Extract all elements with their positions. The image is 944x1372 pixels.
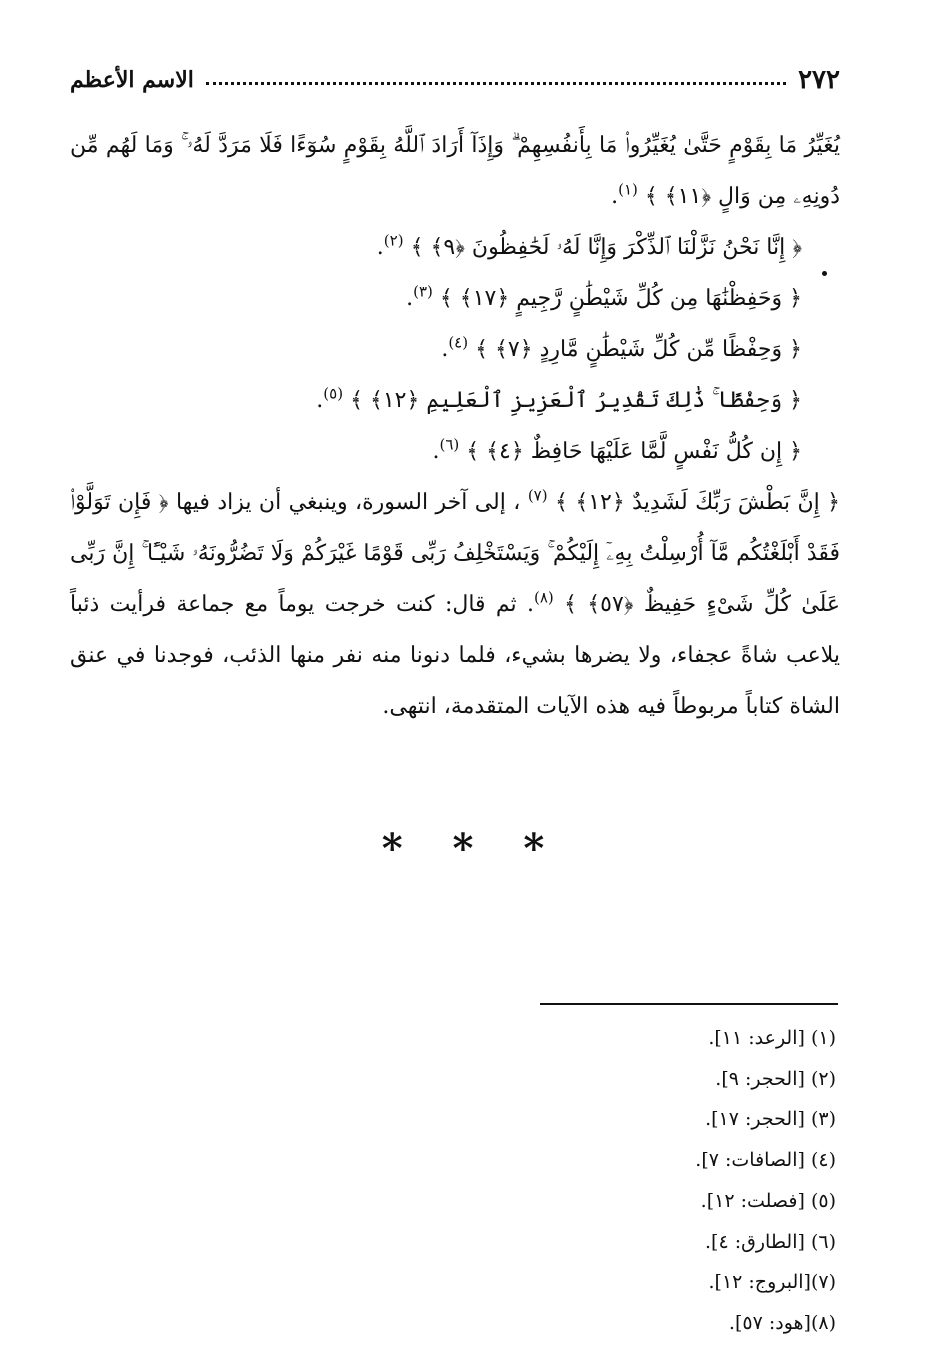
page-header [70, 60, 840, 100]
footnote-ref-5: (٥) [323, 384, 344, 403]
verse-text: ﴿ إِنَّا نَحْنُ نَزَّلْنَا ٱلذِّكْرَ وَإِنَّا لَهُۥ لَحَٰفِظُونَ ﴿٩﴾ ﴾ [410, 235, 802, 260]
quran-quote: يُغَيِّرُ مَا بِقَوْمٍ حَتَّىٰ يُغَيِّرُوا۟ مَا بِأَنفُسِهِمْ ۗ وَإِذَآ أَرَادَ ٱللَّهُ بِقَوْمٍ سُوٓءًا فَلَا مَرَدَّ لَهُۥ ۚ وَمَا لَهُم مِّن دُونِهِۦ مِن وَالٍ ﴿١١﴾ ﴾ [70, 133, 840, 209]
footnote-ref-3: (٣) [413, 282, 433, 301]
header-leader-dots [206, 82, 786, 85]
verse-text: ﴿ إِن كُلُّ نَفْسٍ لَّمَّا عَلَيْهَا حَافِظٌ ﴿٤﴾ ﴾ [466, 439, 802, 464]
margin-mark [822, 271, 827, 276]
verse-line-4: ﴿ وَحِفْظًا ۚ ذَٰلِكَ تَقْدِيرُ ٱلْعَزِيزِ ٱلْعَلِيمِ ﴿١٢﴾ ﴾ $^{(٥)}$. [316, 384, 802, 413]
paragraph-2 [70, 477, 840, 732]
running-title: الاسم الأعظم [70, 67, 194, 93]
footnote-ref-1: (١) [618, 180, 638, 199]
footnote-8: (٨)[هود: ٥٧]. [728, 1311, 836, 1334]
page-body [70, 120, 840, 732]
verse-text: ﴿ وَحَفِظْنَٰهَا مِن كُلِّ شَيْطَٰنٍ رَّجِيمٍ ﴿١٧﴾ ﴾ [439, 286, 802, 311]
verse-line-3: ﴿ وَحِفْظًا مِّن كُلِّ شَيْطَٰنٍ مَّارِدٍ ﴿٧﴾ ﴾ $^{(٤)}$. [441, 333, 802, 362]
footnote-ref-2: (٢) [383, 231, 404, 250]
quran-quote-b: ، إلى آخر السورة، وينبغي أن يزاد فيها ﴿ فَإِن تَوَلَّوْا۟ فَقَدْ أَبْلَغْتُكُم مَّآ أُرْسِلْتُ بِهِۦٓ إِلَيْكُمْ ۚ وَيَسْتَخْلِفُ رَبِّى قَوْمًا غَيْرَكُمْ وَلَا تَضُرُّونَهُۥ شَيْـًٔا ۚ إِنَّ رَبِّى عَلَىٰ كُلِّ شَىْءٍ حَفِيظٌ ﴿٥٧﴾ ﴾ [70, 490, 840, 617]
verse-line-2: ﴿ وَحَفِظْنَٰهَا مِن كُلِّ شَيْطَٰنٍ رَّجِيمٍ ﴿١٧﴾ ﴾ $^{(٣)}$. [406, 282, 802, 311]
page-number: ٢٧٢ [798, 65, 840, 95]
quran-quote-a: ﴿ إِنَّ بَطْشَ رَبِّكَ لَشَدِيدٌ ﴿١٢﴾ ﴾ [555, 490, 841, 515]
verse-text: ﴿ وَحِفْظًا مِّن كُلِّ شَيْطَٰنٍ مَّارِدٍ ﴿٧﴾ ﴾ [475, 337, 802, 362]
narrative-text: . ثم قال: كنت خرجت يوماً مع جماعة فرأيت ذئباً يلاعب شاةً عجفاء، ولا يضرها بشيء، فلما دنونا منه نفر منها الذئب، فوجدنا في عنق الشاة كتاباً مربوطاً فيه هذه الآيات المتقدمة، انتهى. [70, 592, 841, 719]
footnotes-list [476, 1018, 836, 1344]
footnote-ref-7: (٧) [527, 486, 548, 505]
footnote-5: (٥) [فصلت: ١٢]. [700, 1189, 836, 1212]
footnote-6: (٦) [الطارق: ٤]. [705, 1230, 836, 1253]
footnote-ref-8: (٨) [533, 588, 554, 607]
verse-text: ﴿ وَحِفْظًا ۚ ذَٰلِكَ تَقْدِيرُ ٱلْعَزِيزِ ٱلْعَلِيمِ ﴿١٢﴾ ﴾ [350, 388, 802, 413]
paragraph-1: يُغَيِّرُ مَا بِقَوْمٍ حَتَّىٰ يُغَيِّرُوا۟ مَا بِأَنفُسِهِمْ ۗ وَإِذَآ أَرَادَ ٱللَّهُ بِقَوْمٍ سُوٓءًا فَلَا مَرَدَّ لَهُۥ ۚ وَمَا لَهُم مِّن دُونِهِۦ مِن وَالٍ ﴿١١﴾ ﴾ $^{(١)}$. [70, 133, 840, 209]
verse-line-1: ﴿ إِنَّا نَحْنُ نَزَّلْنَا ٱلذِّكْرَ وَإِنَّا لَهُۥ لَحَٰفِظُونَ ﴿٩﴾ ﴾ $^{(٢)}$. [376, 231, 802, 260]
footnote-7: (٧)[البروج: ١٢]. [708, 1271, 836, 1294]
section-separator: * * * [381, 825, 563, 872]
footnote-2: (٢) [الحجر: ٩]. [715, 1067, 836, 1090]
footnote-rule [540, 1003, 838, 1005]
verse-line-5: ﴿ إِن كُلُّ نَفْسٍ لَّمَّا عَلَيْهَا حَافِظٌ ﴿٤﴾ ﴾ $^{(٦)}$. [432, 435, 802, 464]
footnote-ref-4: (٤) [448, 333, 469, 352]
footnote-ref-6: (٦) [439, 435, 460, 454]
footnote-1: (١) [الرعد: ١١]. [708, 1027, 836, 1049]
footnote-3: (٣) [الحجر: ١٧]. [705, 1108, 836, 1131]
footnote-4: (٤) [الصافات: ٧]. [695, 1149, 836, 1172]
